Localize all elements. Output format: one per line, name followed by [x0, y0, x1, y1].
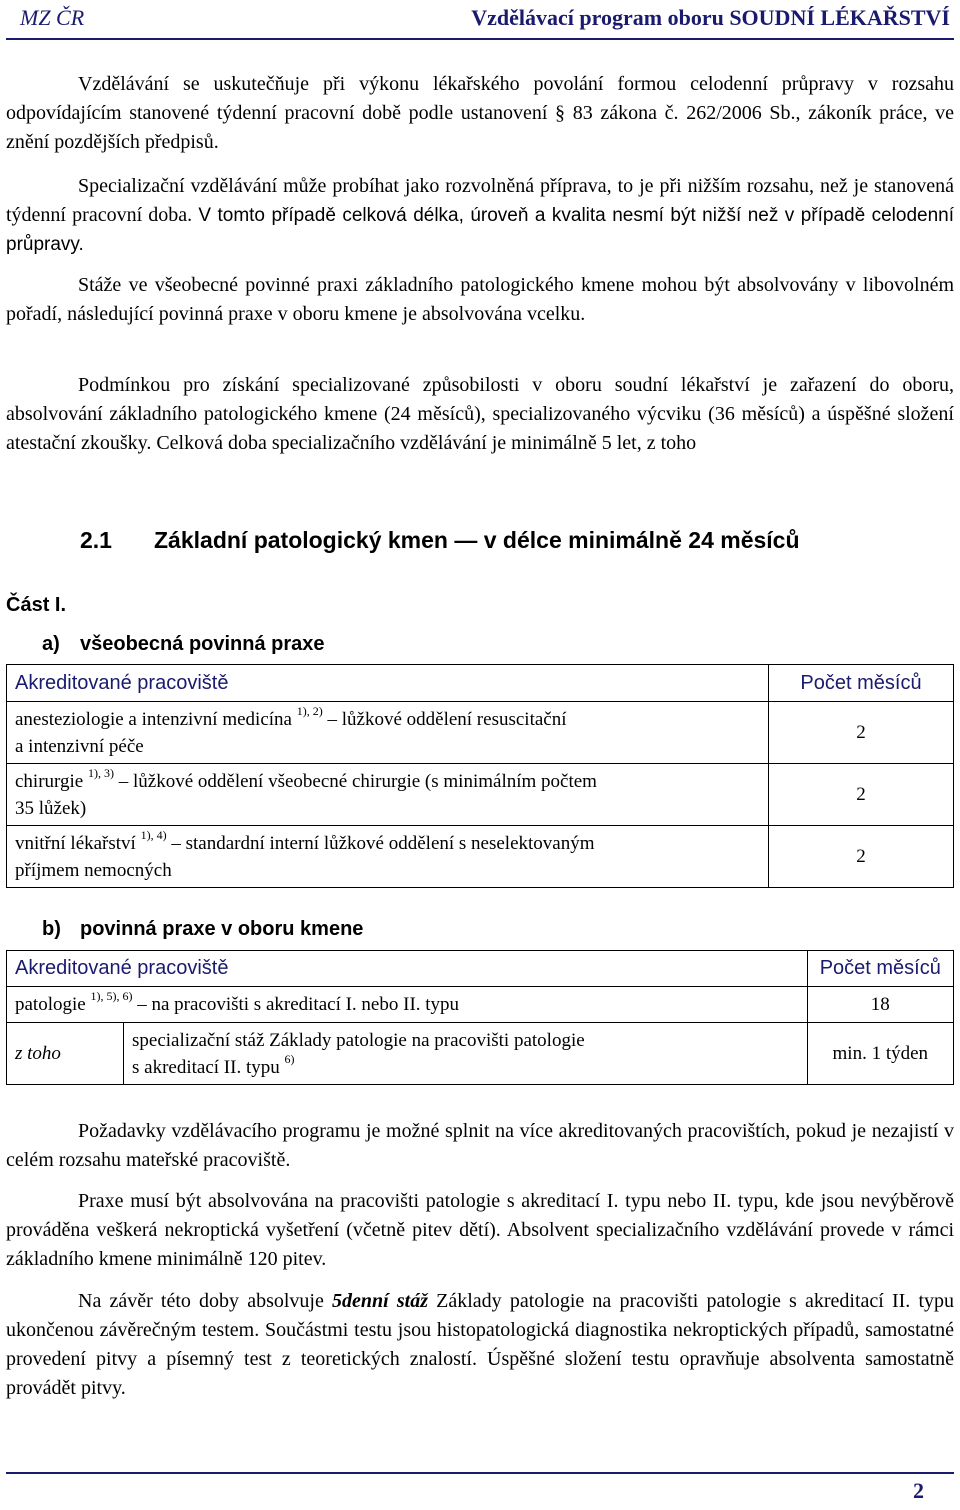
page-header — [6, 0, 954, 40]
table-b-heading: b) povinná praxe v oboru kmene — [42, 918, 364, 940]
paragraph-6: Praxe musí být absolvována na pracovišti patologie s akreditací I. typu nebo II. typu, kde jsou nevýběrově prováděna veškerá nekroptická vyšetření (včetně pitev dětí). Absolvent specializačního vzdělávání provede v rámci základního kmene minimálně 120 pitev. — [6, 1190, 954, 1270]
page-footer — [6, 1472, 954, 1508]
table-a-header-months: Počet měsíců — [769, 665, 954, 702]
paragraph-2: Specializační vzdělávání může probíhat jako rozvolněná příprava, to je při nižším rozsahu, než je stanovená týdenní pracovní doba. V tomto případě celková délka, úroveň a kvalita nesmí být nižší než v případě celodenní průpravy. — [6, 175, 955, 255]
paragraph-3: Stáže ve všeobecné povinné praxi základního patologického kmene mohou být absolvovány v libovolném pořadí, následující povinná praxe v oboru kmene je absolvována vcelku. — [6, 274, 954, 325]
table-row: z toho specializační stáž Základy patologie na pracovišti patologie s akreditací II. typu $^{6)}$ min. 1 týden — [7, 1023, 954, 1085]
header-program-title: Vzdělávací program oboru SOUDNÍ LÉKAŘSTVÍ — [471, 5, 950, 30]
table-b-header-months: Počet měsíců — [807, 951, 953, 987]
header-ministry: MZ ČR — [20, 5, 85, 30]
table-a-header-workplace: Akreditované pracoviště — [7, 665, 769, 702]
table-b — [6, 950, 954, 1085]
table-b-header-workplace: Akreditované pracoviště — [7, 951, 808, 987]
paragraph-1: Vzdělávání se uskutečňuje při výkonu lékařského povolání formou celodenní průpravy v rozsahu odpovídajícím stanovené týdenní pracovní době podle ustanovení § 83 zákona č. 262/2006 Sb., zákoník práce, ve znění pozdějších předpisů. — [6, 73, 954, 153]
paragraph-4: Podmínkou pro získání specializované způsobilosti v oboru soudní lékařství je zařazení do oboru, absolvování základního patologického kmene (24 měsíců), specializovaného výcviku (36 měsíců) a úspěšné složení atestační zkoušky. Celková doba specializačního vzdělávání je minimálně 5 let, z toho — [6, 374, 954, 454]
table-row: patologie $^{1), 5), 6)}$ – na pracovišti s akreditací I. nebo II. typu 18 — [7, 987, 954, 1023]
table-row: vnitřní lékařství $^{1), 4)}$ – standardní interní lůžkové oddělení s neselektovaným příjmem nemocných 2 — [7, 826, 954, 888]
table-a — [6, 664, 954, 888]
paragraph-7: Na závěr této doby absolvuje 5denní stáž Základy patologie na pracovišti patologie s akreditací II. typu ukončenou závěrečným testem. Součástmi testu jsou histopatologická diagnostika nekroptických případů, samostatné provedení pitvy a písemný test z teoretických znalostí. Úspěšné složení testu opravňuje absolventa samostatně provádět pitvy. — [6, 1290, 954, 1399]
table-row: chirurgie $^{1), 3)}$ – lůžkové oddělení všeobecné chirurgie (s minimálním počtem 35 lůžek) 2 — [7, 764, 954, 826]
section-heading: 2.1 Základní patologický kmen — v délce minimálně 24 měsíců — [80, 527, 800, 553]
table-row: anesteziologie a intenzivní medicína $^{1), 2)}$ – lůžkové oddělení resuscitační a intenzivní péče 2 — [7, 702, 954, 764]
part-label: Část I. — [6, 594, 67, 616]
table-a-heading: a) všeobecná povinná praxe — [42, 633, 325, 655]
page-number: 2 — [913, 1478, 924, 1503]
paragraph-5: Požadavky vzdělávacího programu je možné splnit na více akreditovaných pracovištích, pokud je nezajistí v celém rozsahu mateřské pracoviště. — [6, 1120, 954, 1171]
